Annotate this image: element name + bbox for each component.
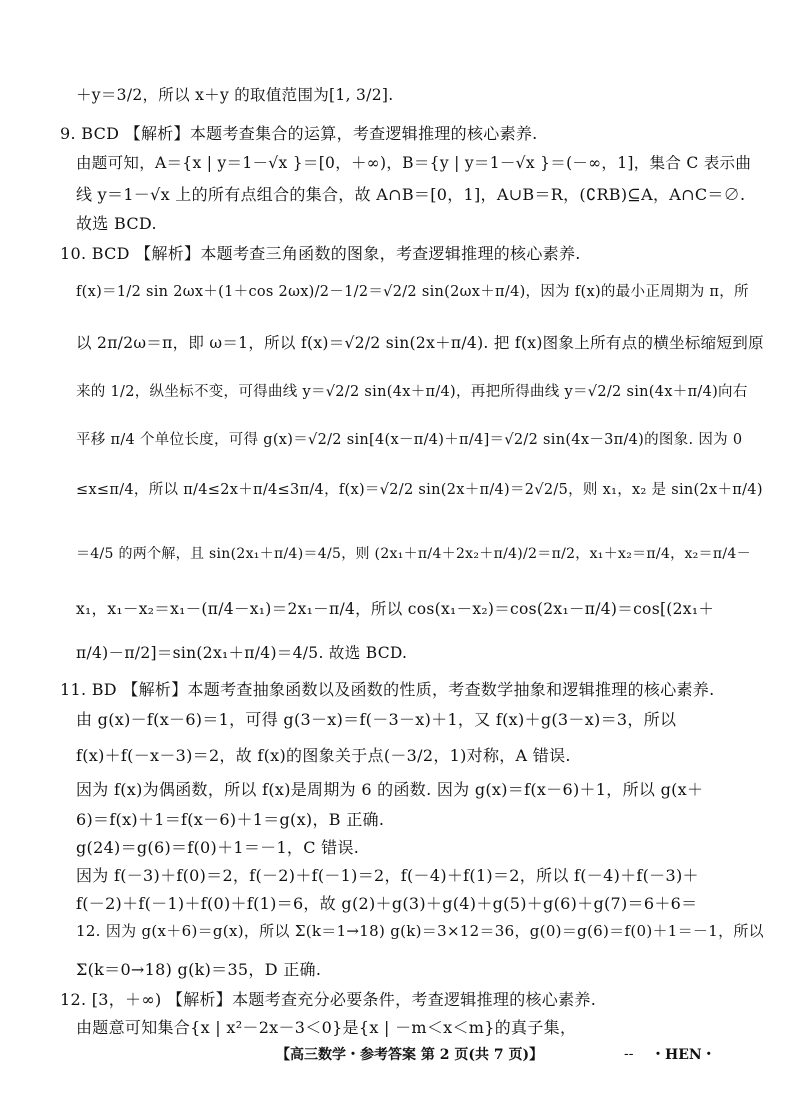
text-line: x₁，x₁－x₂＝x₁－(π/4－x₁)＝2x₁－π/4，所以 cos(x₁－x₂)＝cos(2x₁－π/4)＝cos[(2x₁＋ [76,600,715,618]
text-line: 由题可知，A＝{x | y＝1－√x }＝[0，＋∞)，B＝{y | y＝1－√x }＝(－∞，1]，集合 C 表示曲 [76,154,752,172]
text-line: Σ(k＝0→18) g(k)＝35，D 正确. [76,960,322,979]
text-line: 由 g(x)－f(x－6)＝1，可得 g(3－x)＝f(－3－x)＋1，又 f(x)＋g(3－x)＝3，所以 [76,710,677,729]
answer-heading-10: 10. BCD 【解析】本题考查三角函数的图象，考查逻辑推理的核心素养. [60,244,581,263]
text-line: 因为 f(x)为偶函数，所以 f(x)是周期为 6 的函数. 因为 g(x)＝f(x－6)＋1，所以 g(x＋ [76,780,704,799]
text-line: ＋y＝3/2，所以 x＋y 的取值范围为[1, 3/2]. [76,86,394,104]
text-line: π/4)－π/2]＝sin(2x₁＋π/4)＝4/5. 故选 BCD. [76,644,408,662]
answer-heading-9: 9. BCD 【解析】本题考查集合的运算，考查逻辑推理的核心素养. [60,124,538,143]
text-line: 因为 f(－3)＋f(0)＝2，f(－2)＋f(－1)＝2，f(－4)＋f(1)＝2，所以 f(－4)＋f(－3)＋ [76,866,699,885]
answer-heading-12: 12. [3，＋∞) 【解析】本题考查充分必要条件，考查逻辑推理的核心素养. [60,990,597,1009]
text-line: 12. 因为 g(x＋6)＝g(x)，所以 Σ(k＝1→18) g(k)＝3×12＝36，g(0)＝g(6)＝f(0)＋1＝－1，所以 [76,922,764,940]
text-line: 故选 BCD. [76,214,157,233]
text-line: f(－2)＋f(－1)＋f(0)＋f(1)＝6，故 g(2)＋g(3)＋g(4)＋g(5)＋g(6)＋g(7)＝6＋6＝ [76,894,698,913]
answer-heading-11: 11. BD 【解析】本题考查抽象函数以及函数的性质，考查数学抽象和逻辑推理的核心素养. [60,680,715,699]
footer-page-info: 【高三数学・参考答案 第 2 页(共 7 页)】 [276,1047,544,1063]
text-line: 由题意可知集合{x | x²－2x－3＜0}是{x | －m＜x＜m}的真子集， [76,1018,577,1037]
text-line: 6)＝f(x)＋1＝f(x－6)＋1＝g(x)，B 正确. [76,810,385,829]
text-line: f(x)＋f(－x－3)＝2，故 f(x)的图象关于点(－3/2，1)对称，A 错误. [76,746,571,765]
text-line: g(24)＝g(6)＝f(0)＋1＝－1，C 错误. [76,838,360,857]
text-line: 以 2π/2ω＝π，即 ω＝1，所以 f(x)＝√2/2 sin(2x＋π/4). 把 f(x)图象上所有点的横坐标缩短到原 [76,334,764,352]
text-line: f(x)＝1/2 sin 2ωx＋(1＋cos 2ωx)/2－1/2＝√2/2 sin(2ωx＋π/4)，因为 f(x)的最小正周期为 π，所 [76,284,749,300]
text-line: 线 y＝1－√x 上的所有点组合的集合，故 A∩B＝[0，1]，A∪B＝R，(∁RB)⊆A，A∩C＝∅. [76,185,746,204]
text-line: 来的 1/2，纵坐标不变，可得曲线 y＝√2/2 sin(4x＋π/4)，再把所得曲线 y＝√2/2 sin(4x＋π/4)向右 [76,384,748,400]
footer-code: ・HEN・ [651,1047,716,1063]
text-line: ＝4/5 的两个解，且 sin(2x₁＋π/4)＝4/5，则 (2x₁＋π/4＋2x₂＋π/4)/2＝π/2，x₁＋x₂＝π/4，x₂＝π/4－ [76,546,751,562]
text-line: 平移 π/4 个单位长度，可得 g(x)＝√2/2 sin[4(x－π/4)＋π/4]＝√2/2 sin(4x－3π/4)的图象. 因为 0 [76,432,743,448]
footer-dash: -- [624,1046,634,1062]
text-line: ≤x≤π/4，所以 π/4≤2x＋π/4≤3π/4，f(x)＝√2/2 sin(2x＋π/4)＝2√2/5，则 x₁，x₂ 是 sin(2x＋π/4) [76,482,763,498]
